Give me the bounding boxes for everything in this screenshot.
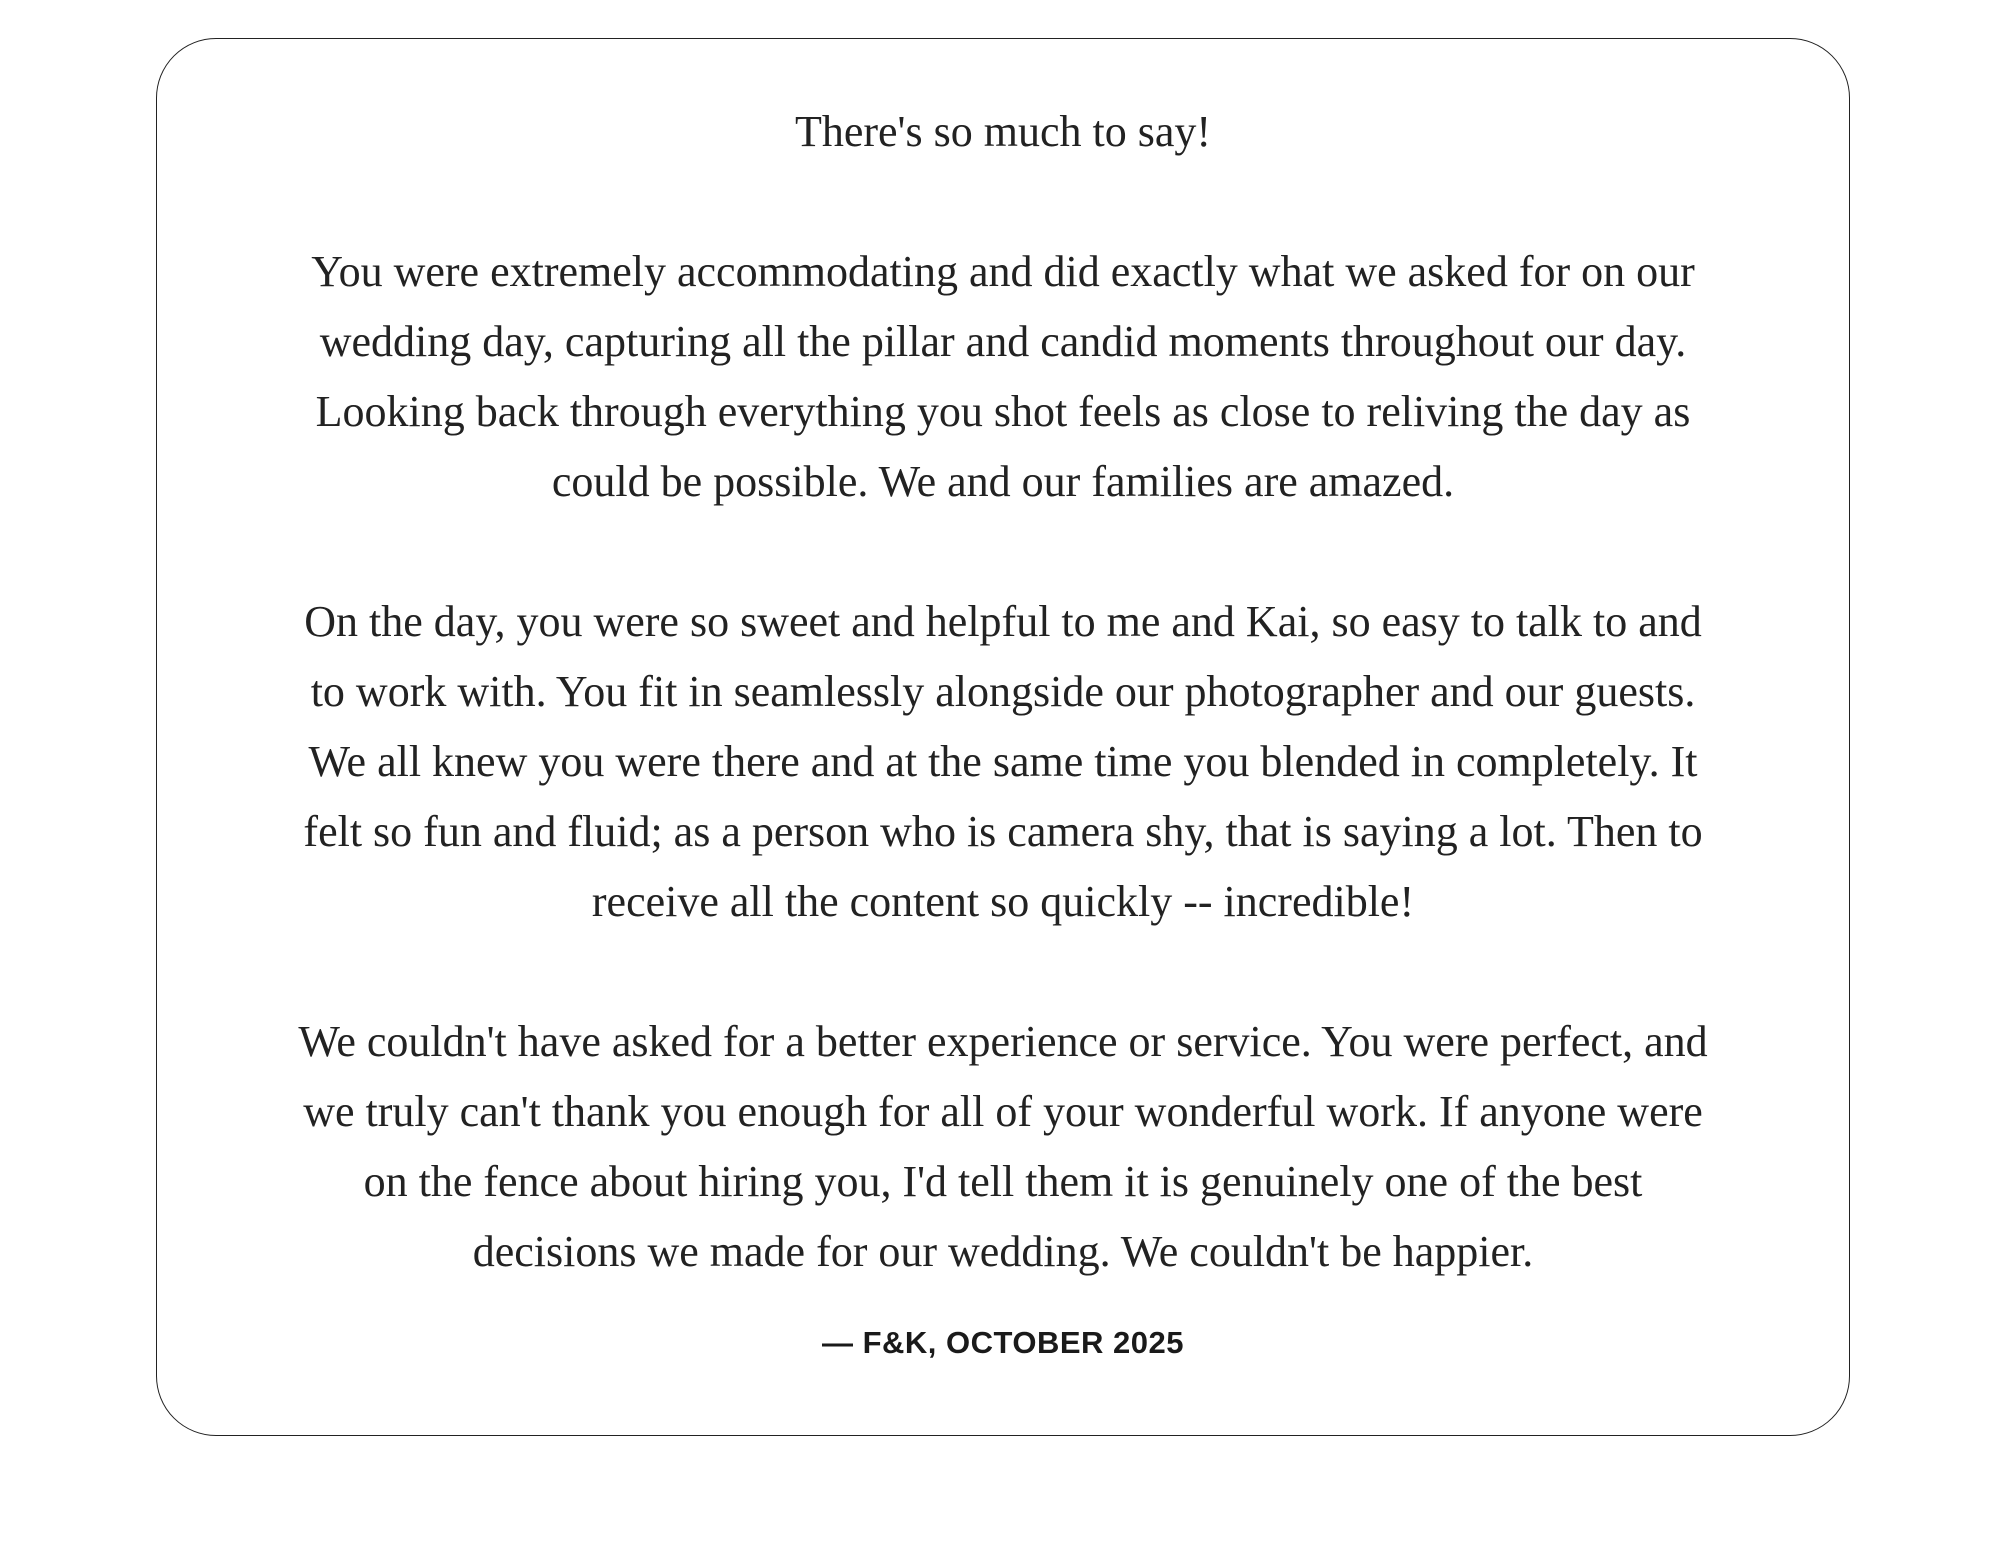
paragraph-line: receive all the content so quickly -- incredible! <box>591 877 1415 926</box>
paragraph-line: On the day, you were so sweet and helpful to me and Kai, so easy to talk to and <box>304 597 1702 646</box>
testimonial-paragraph-1 <box>207 237 1799 517</box>
paragraph-line: we truly can't thank you enough for all of your wonderful work. If anyone were <box>303 1087 1703 1136</box>
paragraph-line: could be possible. We and our families are amazed. <box>551 457 1455 506</box>
testimonial-attribution: — F&K, OCTOBER 2025 <box>821 1325 1185 1360</box>
testimonial-card <box>156 38 1850 1436</box>
paragraph-spacer <box>207 517 1799 587</box>
paragraph-line: You were extremely accommodating and did exactly what we asked for on our <box>311 247 1695 296</box>
paragraph-line: We couldn't have asked for a better experience or service. You were perfect, and <box>298 1017 1708 1066</box>
testimonial-opening: There's so much to say! <box>794 107 1212 156</box>
testimonial-paragraph-3 <box>207 1007 1799 1287</box>
paragraph-line: We all knew you were there and at the same time you blended in completely. It <box>308 737 1698 786</box>
paragraph-line: decisions we made for our wedding. We couldn't be happier. <box>472 1227 1534 1276</box>
testimonial-paragraph-2 <box>207 587 1799 937</box>
paragraph-line: to work with. You fit in seamlessly alongside our photographer and our guests. <box>310 667 1696 716</box>
paragraph-line: wedding day, capturing all the pillar and candid moments throughout our day. <box>319 317 1687 366</box>
paragraph-line: felt so fun and fluid; as a person who is camera shy, that is saying a lot. Then to <box>303 807 1703 856</box>
testimonial-body <box>207 97 1799 1287</box>
paragraph-line: on the fence about hiring you, I'd tell them it is genuinely one of the best <box>363 1157 1643 1206</box>
paragraph-line: Looking back through everything you shot feels as close to reliving the day as <box>315 387 1691 436</box>
paragraph-spacer <box>207 167 1799 237</box>
paragraph-spacer <box>207 937 1799 1007</box>
